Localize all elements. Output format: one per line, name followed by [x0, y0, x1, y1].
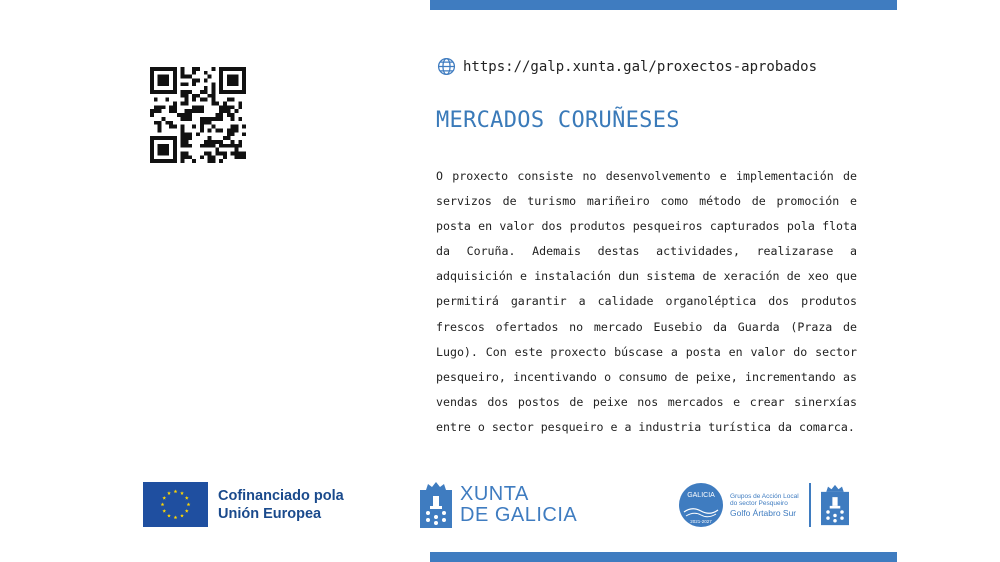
globe-icon — [437, 57, 456, 76]
project-url-link[interactable]: https://galp.xunta.gal/proxectos-aprobados — [463, 58, 818, 75]
galp-circle-icon — [678, 482, 724, 528]
galicia-shield-small-icon — [821, 483, 849, 527]
xunta-text-line1: XUNTA — [460, 483, 529, 505]
galp-circle-label: GALICIA — [687, 492, 715, 499]
xunta-text-line2: DE GALICIA — [460, 504, 578, 526]
top-accent-bar — [430, 0, 897, 10]
logo-divider — [809, 483, 811, 527]
project-title: MERCADOS CORUÑESES — [436, 108, 680, 133]
galp-text-line3: Golfo Ártabro Sur — [730, 507, 797, 518]
bottom-accent-bar — [430, 552, 897, 562]
eu-logo — [143, 482, 344, 527]
qr-code[interactable] — [150, 67, 246, 163]
url-row[interactable] — [437, 57, 817, 76]
galicia-shield-icon — [420, 482, 452, 528]
eu-flag-icon — [143, 482, 208, 527]
xunta-logo — [420, 482, 577, 528]
eu-text-line1: Cofinanciado pola — [218, 487, 344, 504]
project-description: O proxecto consiste no desenvolvemento e implementación de servizos de turismo mariñeiro como método de promoción e posta en valor dos produtos pesqueiros capturados pola flota da Coruña. Ademais destas actividades, realizarase a adquisición e instalación dun sistema de xeración de xeo que permitirá garantir a calidade organoléptica dos produtos frescos ofertados no mercado Eusebio da Guarda (Praza de Lugo). Con este proxecto búscase a posta en valor do sector pesqueiro, incentivando o consumo de peixe, incrementando as vendas dos postos de peixe nos mercados e crear sinerxías entre o sector pesqueiro e a industria turística da comarca. — [436, 169, 857, 434]
galp-circle-years: 2021-2027 — [690, 519, 712, 524]
galp-logo — [678, 482, 849, 528]
galp-text-line2: do sector Pesqueiro — [730, 500, 788, 507]
eu-text-line2: Unión Europea — [218, 505, 322, 522]
galp-text-line1: Grupos de Acción Local — [730, 492, 799, 500]
